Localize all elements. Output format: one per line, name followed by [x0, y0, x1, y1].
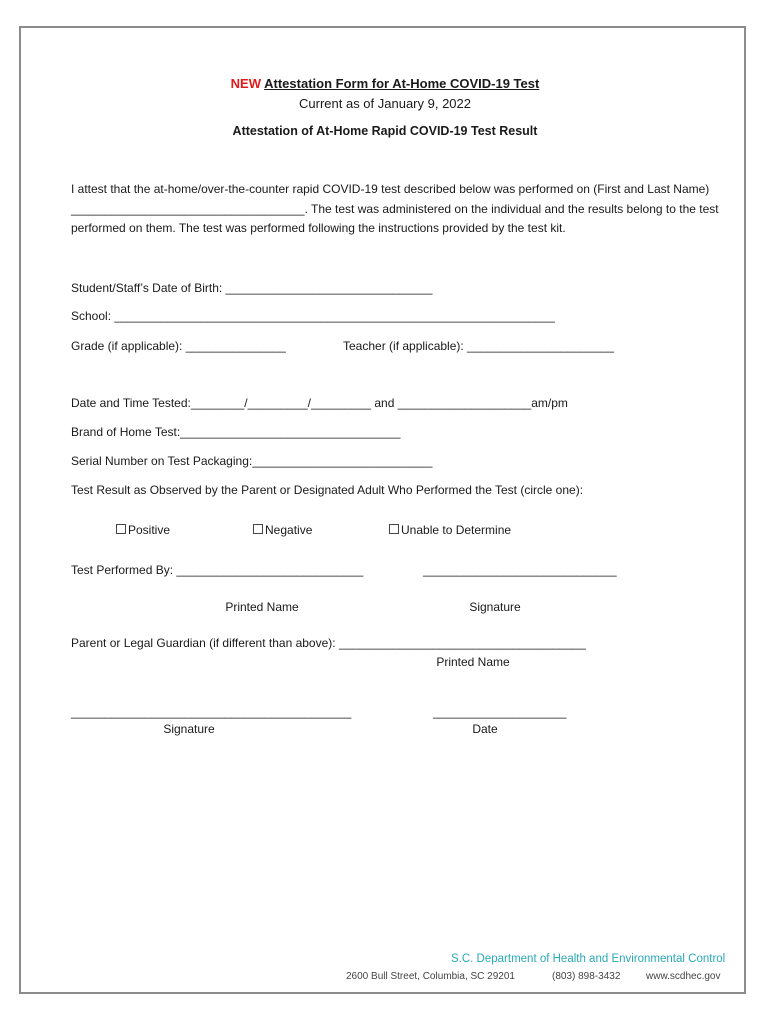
- signature-caption: Signature: [469, 600, 521, 614]
- undetermined-label: Unable to Determine: [401, 523, 512, 537]
- form-date: Current as of January 9, 2022: [299, 96, 471, 111]
- form-title: [0, 76, 770, 91]
- footer-address: 2600 Bull Street, Columbia, SC 29201: [346, 971, 515, 982]
- guardian-name-field[interactable]: Parent or Legal Guardian (if different than above): _____________________________________: [71, 636, 586, 650]
- positive-label: Positive: [128, 523, 171, 537]
- date-time-field[interactable]: Date and Time Tested:________/_________/_________ and ____________________am/pm: [71, 396, 568, 410]
- title-text: Attestation Form for At-Home COVID-19 Test: [264, 76, 540, 91]
- printed-name-caption: Printed Name: [225, 600, 299, 614]
- guardian-signature-field[interactable]: __________________________________________: [71, 705, 352, 719]
- performed-by-name-field[interactable]: Test Performed By: ____________________________: [71, 563, 364, 577]
- footer-phone: (803) 898-3432: [552, 971, 621, 982]
- guardian-signature-caption: Signature: [163, 722, 215, 736]
- result-prompt: Test Result as Observed by the Parent or Designated Adult Who Performed the Test (circle one):: [71, 483, 584, 497]
- new-tag: NEW: [230, 76, 261, 91]
- checkbox-icon[interactable]: [116, 524, 126, 534]
- guardian-date-field[interactable]: ____________________: [433, 705, 567, 719]
- serial-field[interactable]: Serial Number on Test Packaging:___________________________: [71, 454, 433, 468]
- checkbox-icon[interactable]: [253, 524, 263, 534]
- attestation-paragraph: I attest that the at-home/over-the-counter rapid COVID-19 test described below was performed on (First and Last Name) ___________________________________. The test was administered on the individual and the results belong to the test performed on them. The test was performed following the instructions provided by the test kit.: [71, 182, 719, 235]
- result-undetermined-option[interactable]: [389, 523, 511, 537]
- teacher-field[interactable]: Teacher (if applicable): ______________________: [343, 339, 614, 353]
- negative-label: Negative: [265, 523, 313, 537]
- footer-website[interactable]: www.scdhec.gov: [646, 971, 721, 982]
- guardian-printed-name-caption: Printed Name: [436, 655, 510, 669]
- brand-field[interactable]: Brand of Home Test:_________________________________: [71, 425, 401, 439]
- grade-field[interactable]: Grade (if applicable): _______________: [71, 339, 286, 353]
- footer-org-name: S.C. Department of Health and Environmental Control: [451, 953, 726, 965]
- performed-by-signature-field[interactable]: _____________________________: [423, 563, 617, 577]
- result-positive-option[interactable]: [116, 523, 170, 537]
- form-heading: Attestation of At-Home Rapid COVID-19 Test Result: [232, 124, 538, 138]
- page-border: [19, 26, 746, 994]
- result-negative-option[interactable]: [253, 523, 312, 537]
- guardian-date-caption: Date: [472, 722, 498, 736]
- dob-field[interactable]: Student/Staff’s Date of Birth: _______________________________: [71, 281, 433, 295]
- checkbox-icon[interactable]: [389, 524, 399, 534]
- school-field[interactable]: School: __________________________________________________________________: [71, 309, 555, 323]
